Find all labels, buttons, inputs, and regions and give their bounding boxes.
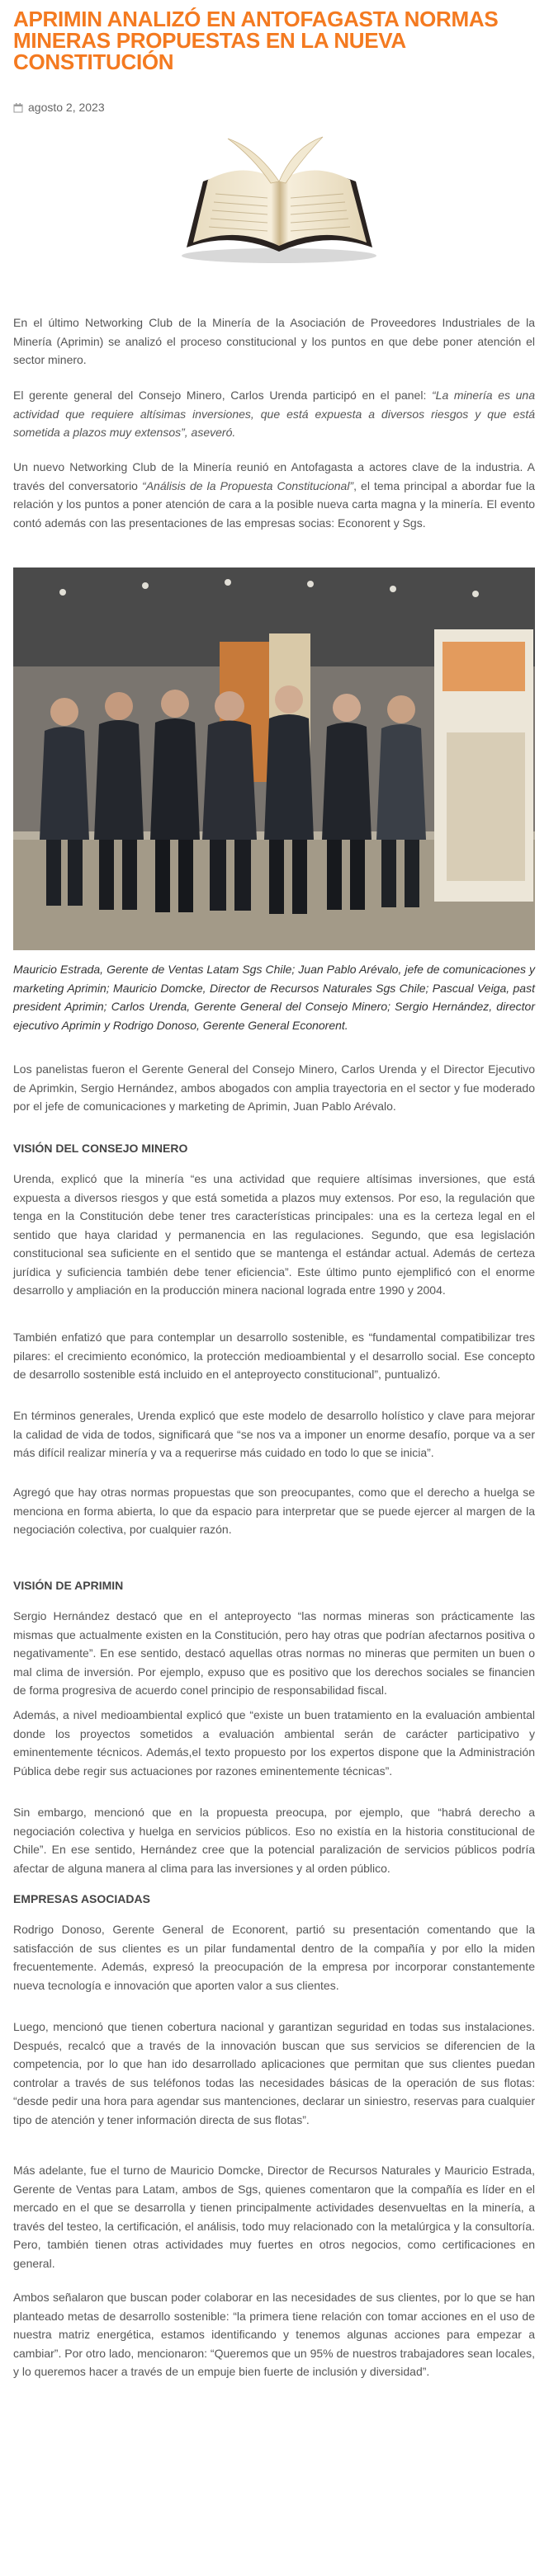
- section-heading-empresas: EMPRESAS ASOCIADAS: [13, 1892, 150, 1905]
- calendar-icon: [13, 102, 23, 112]
- aprimin-paragraph-3: Sin embargo, mencionó que en la propuesta preocupa, por ejemplo, que “habrá derecho a negociación colectiva y huelga en servicios públicos. Eso no existía en la historia constitucional de Chile”. En ese sentido, Hernández cree que la potencial paralización de servicios públicos podría afectar de alguna manera al clima para las inversiones y al orden público.: [13, 1806, 535, 1875]
- post-date: [13, 101, 105, 114]
- consejo-paragraph-3: En términos generales, Urenda explicó que este modelo de desarrollo holístico y clave para mejorar la calidad de vida de todos, significará que “se nos va a imponer un enorme desafío, porque va a ser más difícil realizar minería y va a requerirse más cuidado en todo lo que se inicia”.: [13, 1409, 535, 1459]
- aprimin-paragraph-1: Sergio Hernández destacó que en el anteproyecto “las normas mineras son prácticamente las mismas que actualmente existen en la Constitución, pero hay otras que podrían afectarnos positiva o negativamente”. En ese sentido, destacó aquellas otras normas no mineras que permiten un buen o mal clima de inversión. Por ejemplo, expuso que es positivo que los derechos sociales se financien de forma progresiva de acuerdo conel principio de responsabilidad fiscal.: [13, 1609, 535, 1697]
- article-title: APRIMIN ANALIZÓ EN ANTOFAGASTA NORMAS MINERAS PROPUESTAS EN LA NUEVA CONSTITUCIÓN: [13, 7, 499, 74]
- post-date-text: agosto 2, 2023: [28, 101, 105, 114]
- intro-paragraph-2: El gerente general del Consejo Minero, Carlos Urenda participó en el panel: “La minería es una actividad que requiere altísimas inversiones, que está expuesta a diversos riesgos y que está sometida a plazos muy extensos”, aseveró.: [13, 389, 535, 439]
- section-heading-consejo: VISIÓN DEL CONSEJO MINERO: [13, 1142, 188, 1155]
- photo-caption: Mauricio Estrada, Gerente de Ventas Latam Sgs Chile; Juan Pablo Arévalo, jefe de comunicaciones y marketing Aprimin; Mauricio Domcke, Director de Recursos Naturales Sgs Chile; Pascual Veiga, past president Aprimin; Carlos Urenda, Gerente General del Consejo Minero; Sergio Hernández, director ejecutivo Aprimin y Rodrigo Donoso, Gerente General Econorent.: [13, 963, 535, 1032]
- intro-paragraph-1: En el último Networking Club de la Minería de la Asociación de Proveedores Industriales de la Minería (Aprimin) se analizó el proceso constitucional y los puntos en que debe poner atención el sector minero.: [13, 316, 535, 366]
- consejo-paragraph-1: Urenda, explicó que la minería “es una actividad que requiere altísimas inversiones, que está expuesta a diversos riesgos y que está sometida a plazos muy extensos. Por eso, la regulación que tenga en la Constitución debe tener tres características principales: una es la certeza legal en el sentido que haya claridad y permanencia en las regulaciones. Segundo, que esa legislación constitucional sea suficiente en el sentido que se mantenga el estándar actual. Además de certeza jurídica y suficiencia también debe tener eficiencia”. Este último punto ejemplificó con el enorme desarrollo y ampliación en la producción minera nacional lograda entre 1990 y 2004.: [13, 1172, 535, 1297]
- group-photo: [13, 567, 535, 950]
- consejo-paragraph-4: Agregó que hay otras normas propuestas que son preocupantes, como que el derecho a huelga se menciona en forma abierta, lo que da espacio para interpretar que se puede ejercer al margen de la negociación colectiva, por cualquier razón.: [13, 1486, 535, 1536]
- aprimin-paragraph-2: Además, a nivel medioambiental explicó que “existe un buen tratamiento en la evaluación ambiental donde los proyectos sometidos a evaluación ambiental serán de carácter participativo y eminentemente técnicos. Además,el texto propuesto por los expertos dispone que la Administración Pública debe regir sus actuaciones por razones eminentemente técnicas”.: [13, 1708, 535, 1778]
- intro-paragraph-3: Un nuevo Networking Club de la Minería reunió en Antofagasta a actores clave de la industria. A través del conversatorio “Análisis de la Propuesta Constitucional”, el tema principal a abordar fue la relación y los puntos a poner atención de cara a la posible nueva carta magna y la minería. El evento contó además con las presentaciones de las empresas socias: Econorent y Sgs.: [13, 460, 535, 530]
- empresas-paragraph-1: Rodrigo Donoso, Gerente General de Econorent, partió su presentación comentando que la satisfacción de sus clientes es un pilar fundamental dentro de la compañía y por ello la miden frecuentemente. Además, expresó la preocupación de la empresa por incorporar constantemente nueva tecnología e innovación que aporten valor a sus clientes.: [13, 1923, 535, 1992]
- empresas-paragraph-3: Más adelante, fue el turno de Mauricio Domcke, Director de Recursos Naturales y Mauricio Estrada, Gerente de Ventas para Latam, ambos de Sgs, quienes comentaron que la compañía es líder en el mercado en el que se desarrolla y tienen principalmente actividades desenvueltas en la minería, a través del testeo, la certificación, el análisis, todo muy relacionado con la metalúrgica y la consultoría. Pero, también tienen otras actividades muy fuertes en otros negocios, como certificaciones en general.: [13, 2164, 535, 2270]
- empresas-paragraph-2: Luego, mencionó que tienen cobertura nacional y garantizan seguridad en todas sus instalaciones. Después, recalcó que a través de la innovación buscan que sus servicios se diferencien de la competencia, por lo que han ido desarrollado aplicaciones que permitan que sus clientes puedan controlar a través de sus teléfonos todas las necesidades básicas de la operación de sus flotas: “desde pedir una hora para agendar sus mantenciones, declarar un siniestro, reservas para cualquier tipo de atención y tener información directa de sus flotas”.: [13, 2020, 535, 2126]
- panel-paragraph: Los panelistas fueron el Gerente General del Consejo Minero, Carlos Urenda y el Director Ejecutivo de Aprimkin, Sergio Hernández, ambos abogados con amplia trayectoria en el sector y fue moderado por el jefe de comunicaciones y marketing de Aprimin, Juan Pablo Arévalo.: [13, 1062, 535, 1113]
- section-heading-aprimin: VISIÓN DE APRIMIN: [13, 1579, 124, 1592]
- open-book-image: [170, 132, 389, 268]
- empresas-paragraph-4: Ambos señalaron que buscan poder colaborar en las necesidades de sus clientes, por lo que se han planteado metas de desarrollo sostenible: “la primera tiene relación con tomar acciones en el uso de nuestra matriz energética, estamos identificando y tenemos algunas acciones para empezar a cambiar”. Por otro lado, mencionaron: “Queremos que un 95% de nuestros trabajadores sean locales, y lo queremos hacer a través de un empuje bien fuerte de inclusión y diversidad”.: [13, 2291, 535, 2378]
- consejo-paragraph-2: También enfatizó que para contemplar un desarrollo sostenible, es “fundamental compatibilizar tres pilares: el crecimiento económico, la protección medioambiental y el desarrollo social. Ese concepto de desarrollo sostenible está incluido en el anteproyecto constitucional”, puntualizó.: [13, 1330, 535, 1381]
